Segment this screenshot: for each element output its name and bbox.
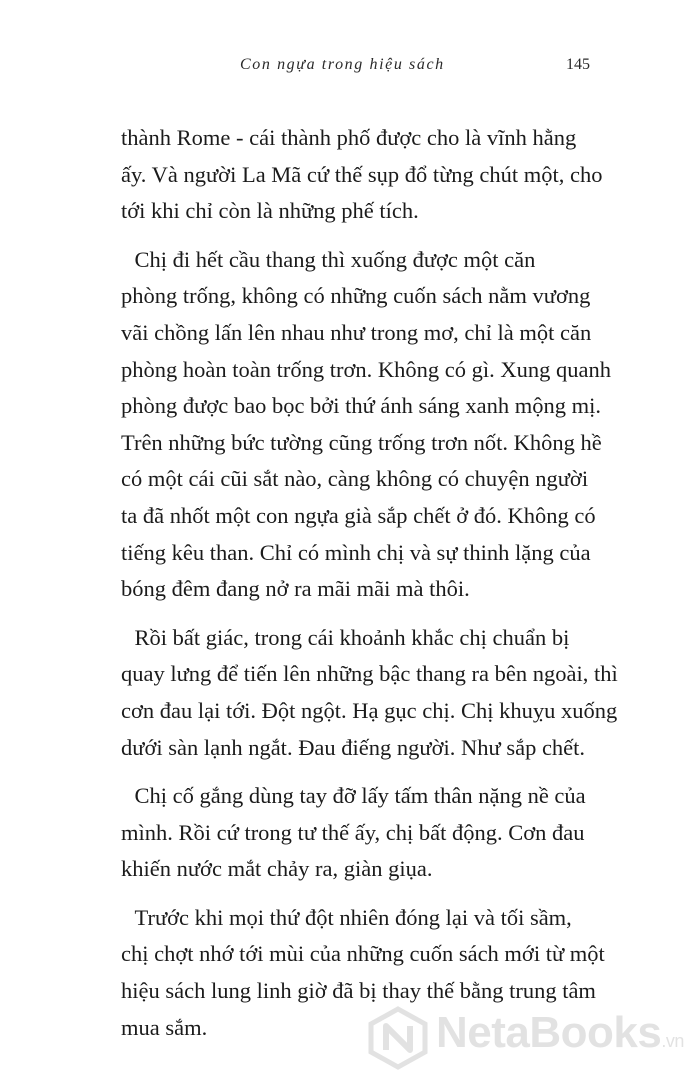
text-line: ta đã nhốt một con ngựa già sắp chết ở đó. Không có — [121, 502, 596, 528]
text-line: mua sắm. — [121, 1014, 208, 1040]
text-line: phòng được bao bọc bởi thứ ánh sáng xanh mộng mị. — [121, 393, 601, 419]
paragraph-3 — [121, 620, 618, 766]
text-line: Chị đi hết cầu thang thì xuống được một căn — [134, 246, 536, 272]
text-line: cơn đau lại tới. Đột ngột. Hạ gục chị. Chị khuỵu xuống — [121, 697, 618, 723]
text-line: có một cái cũi sắt nào, càng không có chuyện người — [121, 466, 589, 492]
running-title: Con ngựa trong hiệu sách — [240, 56, 445, 73]
text-line: bóng đêm đang nở ra mãi mãi mà thôi. — [121, 576, 470, 602]
text-line: phòng hoàn toàn trống trơn. Không có gì. Xung quanh — [121, 356, 611, 382]
text-line: dưới sàn lạnh ngắt. Đau điếng người. Như sắp chết. — [121, 734, 586, 760]
netabooks-watermark — [356, 1000, 700, 1074]
text-line: thành Rome - cái thành phố được cho là vĩnh hằng — [121, 125, 577, 150]
text-line: tiếng kêu than. Chỉ có mình chị và sự thinh lặng của — [121, 539, 591, 565]
netabooks-logo-icon — [366, 1006, 430, 1070]
body-text — [121, 120, 618, 1058]
text-line: Trước khi mọi thứ đột nhiên đóng lại và tối sầm, — [134, 904, 572, 930]
watermark-text — [436, 1008, 684, 1058]
paragraph-2 — [121, 242, 611, 608]
running-header — [120, 56, 590, 80]
text-line: vãi chồng lấn lên nhau như trong mơ, chỉ là một căn — [121, 319, 592, 345]
text-line: phòng trống, không có những cuốn sách nằm vương — [121, 283, 591, 309]
text-line: quay lưng để tiến lên những bậc thang ra bên ngoài, thì — [121, 661, 618, 687]
page-number: 145 — [566, 56, 590, 73]
text-line: ấy. Và người La Mã cứ thế sụp đổ từng chút một, cho — [121, 161, 603, 187]
watermark-suffix: .vn — [661, 1031, 684, 1051]
text-line: chị chợt nhớ tới mùi của những cuốn sách mới từ một — [121, 941, 605, 967]
paragraph-1 — [121, 120, 603, 230]
text-line: Trên những bức tường cũng trống trơn nốt. Không hề — [121, 429, 602, 455]
paragraph-4 — [121, 778, 591, 888]
text-line: mình. Rồi cứ trong tư thế ấy, chị bất động. Cơn đau — [121, 819, 585, 845]
watermark-brand: NetaBooks — [436, 1008, 662, 1057]
text-line: hiệu sách lung linh giờ đã bị thay thế bằng trung tâm — [121, 978, 596, 1004]
text-line: Rồi bất giác, trong cái khoảnh khắc chị chuẩn bị — [134, 624, 570, 650]
text-line: Chị cố gắng dùng tay đỡ lấy tấm thân nặng nề của — [134, 783, 586, 809]
text-line: tới khi chỉ còn là những phế tích. — [121, 198, 419, 224]
text-line: khiến nước mắt chảy ra, giàn giụa. — [121, 856, 433, 882]
